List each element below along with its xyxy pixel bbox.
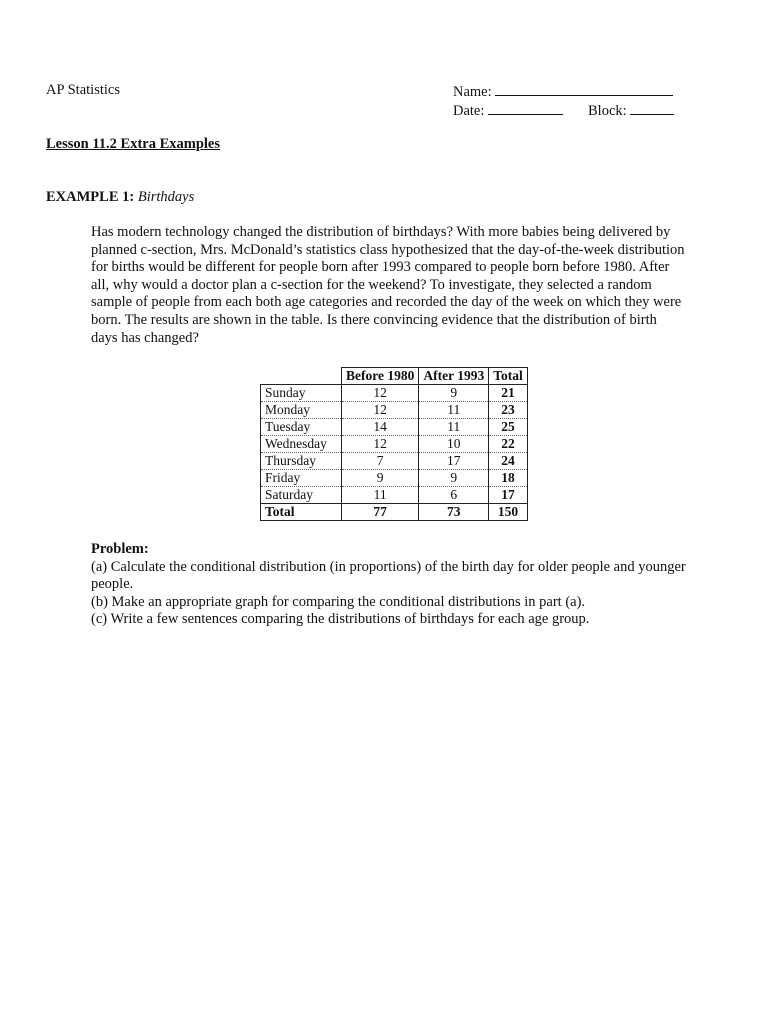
table-row [261,470,528,487]
intro-line: sample of people from each both age categories and recorded the day of the week on which they were [91,294,682,311]
table-row [261,419,528,436]
problem-section [91,541,731,629]
cell-total: 17 [489,487,528,504]
cell-total: 23 [489,402,528,419]
row-label: Sunday [261,385,342,402]
name-field [453,82,673,101]
cell-total: 24 [489,453,528,470]
cell-before: 7 [342,453,419,470]
row-label: Friday [261,470,342,487]
cell-after: 9 [419,385,489,402]
table-row [261,436,528,453]
table-row [261,385,528,402]
row-label: Wednesday [261,436,342,453]
cell-after: 11 [419,419,489,436]
table-row [261,453,528,470]
example-title: Birthdays [137,189,195,205]
table-header-row [261,368,528,385]
cell-after: 11 [419,402,489,419]
cell-before: 11 [342,487,419,504]
cell-total: 25 [489,419,528,436]
course-title: AP Statistics [46,82,120,98]
birthday-table [260,367,528,521]
row-label: Tuesday [261,419,342,436]
cell-before: 9 [342,470,419,487]
cell-before: 12 [342,402,419,419]
block-blank [630,101,674,115]
name-label: Name: [453,84,492,100]
column-header-total: Total [489,368,528,385]
total-after: 73 [419,504,489,521]
intro-line: planned c-section, Mrs. McDonald’s statistics class hypothesized that the day-of-the-week distribution [91,241,685,258]
cell-total: 22 [489,436,528,453]
problem-line: people. [91,576,134,593]
table-row [261,402,528,419]
column-header-after-1993: After 1993 [419,368,489,385]
cell-after: 10 [419,436,489,453]
date-blank [488,101,563,115]
grand-total: 150 [489,504,528,521]
cell-after: 17 [419,453,489,470]
cell-total: 21 [489,385,528,402]
row-label: Monday [261,402,342,419]
column-header-before-1980: Before 1980 [342,368,419,385]
problem-line: (c) Write a few sentences comparing the distributions of birthdays for each age group. [91,611,590,628]
example-label: EXAMPLE 1: [46,189,135,205]
cell-before: 14 [342,419,419,436]
cell-before: 12 [342,385,419,402]
intro-line: days has changed? [91,329,199,346]
block-field [588,101,674,120]
row-label: Thursday [261,453,342,470]
intro-line: for births would be different for people born after 1993 compared to people born before 1980. After [91,259,670,276]
cell-after: 6 [419,487,489,504]
example-intro [91,224,721,347]
row-label: Saturday [261,487,342,504]
cell-total: 18 [489,470,528,487]
problem-line: (a) Calculate the conditional distribution (in proportions) of the birth day for older people and younger [91,558,686,575]
intro-line: all, why would a doctor plan a c-section for the weekend? To investigate, they selected a random [91,276,652,293]
cell-before: 12 [342,436,419,453]
date-field [453,101,563,120]
name-blank [495,82,673,96]
intro-line: born. The results are shown in the table. Is there convincing evidence that the distribution of birth [91,311,657,328]
date-label: Date: [453,103,485,119]
problem-line: (b) Make an appropriate graph for comparing the conditional distributions in part (a). [91,593,586,610]
example-heading [46,189,194,206]
total-before: 77 [342,504,419,521]
cell-after: 9 [419,470,489,487]
table-corner [261,368,342,385]
total-row-label: Total [261,504,342,521]
table-total-row [261,504,528,521]
intro-line: Has modern technology changed the distribution of birthdays? With more babies being delivered by [91,224,671,240]
problem-heading: Problem: [91,541,149,557]
block-label: Block: [588,103,627,119]
table-row [261,487,528,504]
lesson-title: Lesson 11.2 Extra Examples [46,136,221,152]
